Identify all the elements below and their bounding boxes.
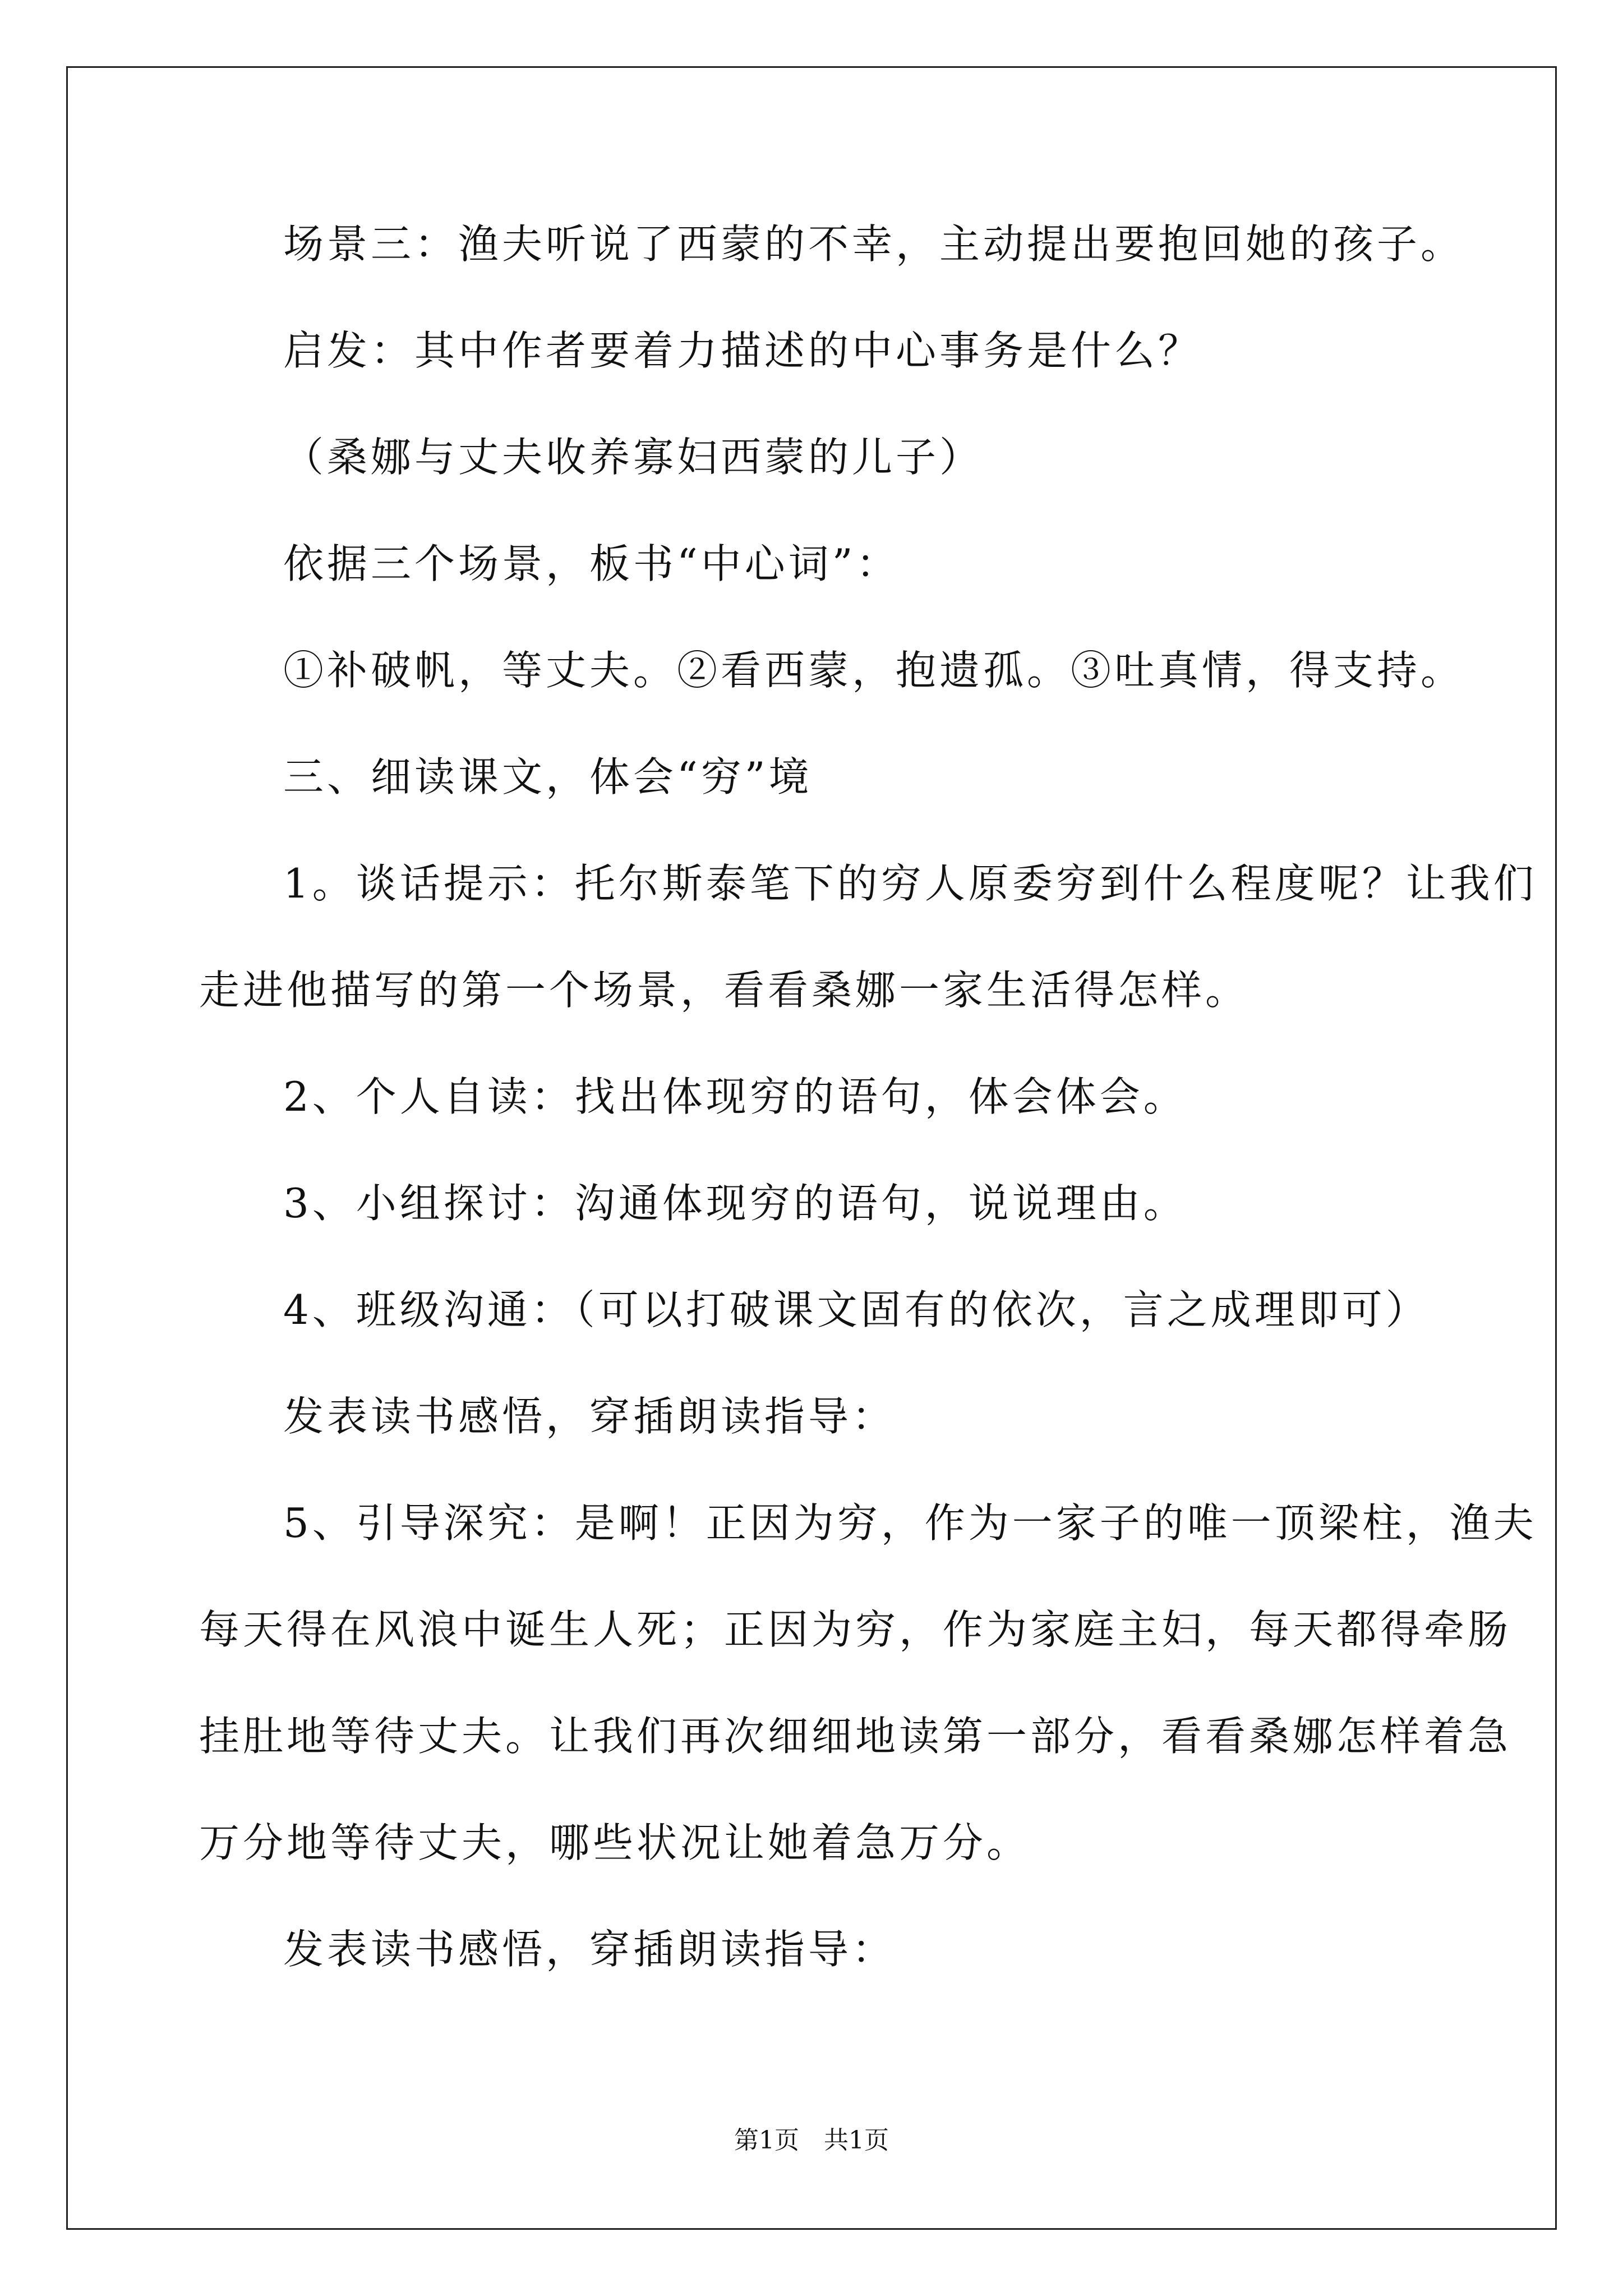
paragraph-line: 发表读书感悟，穿插朗读指导： (283, 1926, 896, 1973)
page-number: 第1页 共1页 (734, 2126, 889, 2155)
paragraph-line: （桑娜与丈夫收养寡妇西蒙的儿子） (283, 434, 984, 481)
paragraph-line: 2、个人自读：找出体现穷的语句，体会体会。 (283, 1073, 1187, 1120)
paragraph-line: 依据三个场景，板书“中心词”： (283, 540, 900, 587)
paragraph-line: 5、引导深究：是啊！正因为穷，作为一家子的唯一顶梁柱，渔夫 (283, 1499, 1537, 1547)
paragraph-line: 1。谈话提示：托尔斯泰笔下的穷人原委穷到什么程度呢？让我们 (283, 860, 1537, 907)
paragraph-line: 走进他描写的第一个场景，看看桑娜一家生活得怎样。 (199, 967, 1249, 1014)
paragraph-line: 发表读书感悟，穿插朗读指导： (283, 1393, 896, 1440)
section-heading: 三、细读课文，体会“穷”境 (283, 753, 813, 800)
paragraph-line: 3、小组探讨：沟通体现穷的语句，说说理由。 (283, 1180, 1187, 1227)
page-border (66, 66, 1557, 2230)
paragraph-line: 场景三：渔夫听说了西蒙的不幸，主动提出要抱回她的孩子。 (283, 220, 1465, 268)
paragraph-line: 万分地等待丈夫，哪些状况让她着急万分。 (199, 1819, 1031, 1866)
paragraph-line: 启发：其中作者要着力描述的中心事务是什么？ (283, 327, 1202, 374)
paragraph-line: 挂肚地等待丈夫。让我们再次细细地读第一部分，看看桑娜怎样着急 (199, 1713, 1512, 1760)
paragraph-line: ①补破帆，等丈夫。②看西蒙，抱遗孤。③吐真情，得支持。 (283, 647, 1465, 694)
paragraph-line: 每天得在风浪中诞生人死；正因为穷，作为家庭主妇，每天都得牵肠 (199, 1606, 1512, 1653)
paragraph-line: 4、班级沟通：（可以打破课文固有的依次，言之成理即可） (283, 1286, 1430, 1333)
